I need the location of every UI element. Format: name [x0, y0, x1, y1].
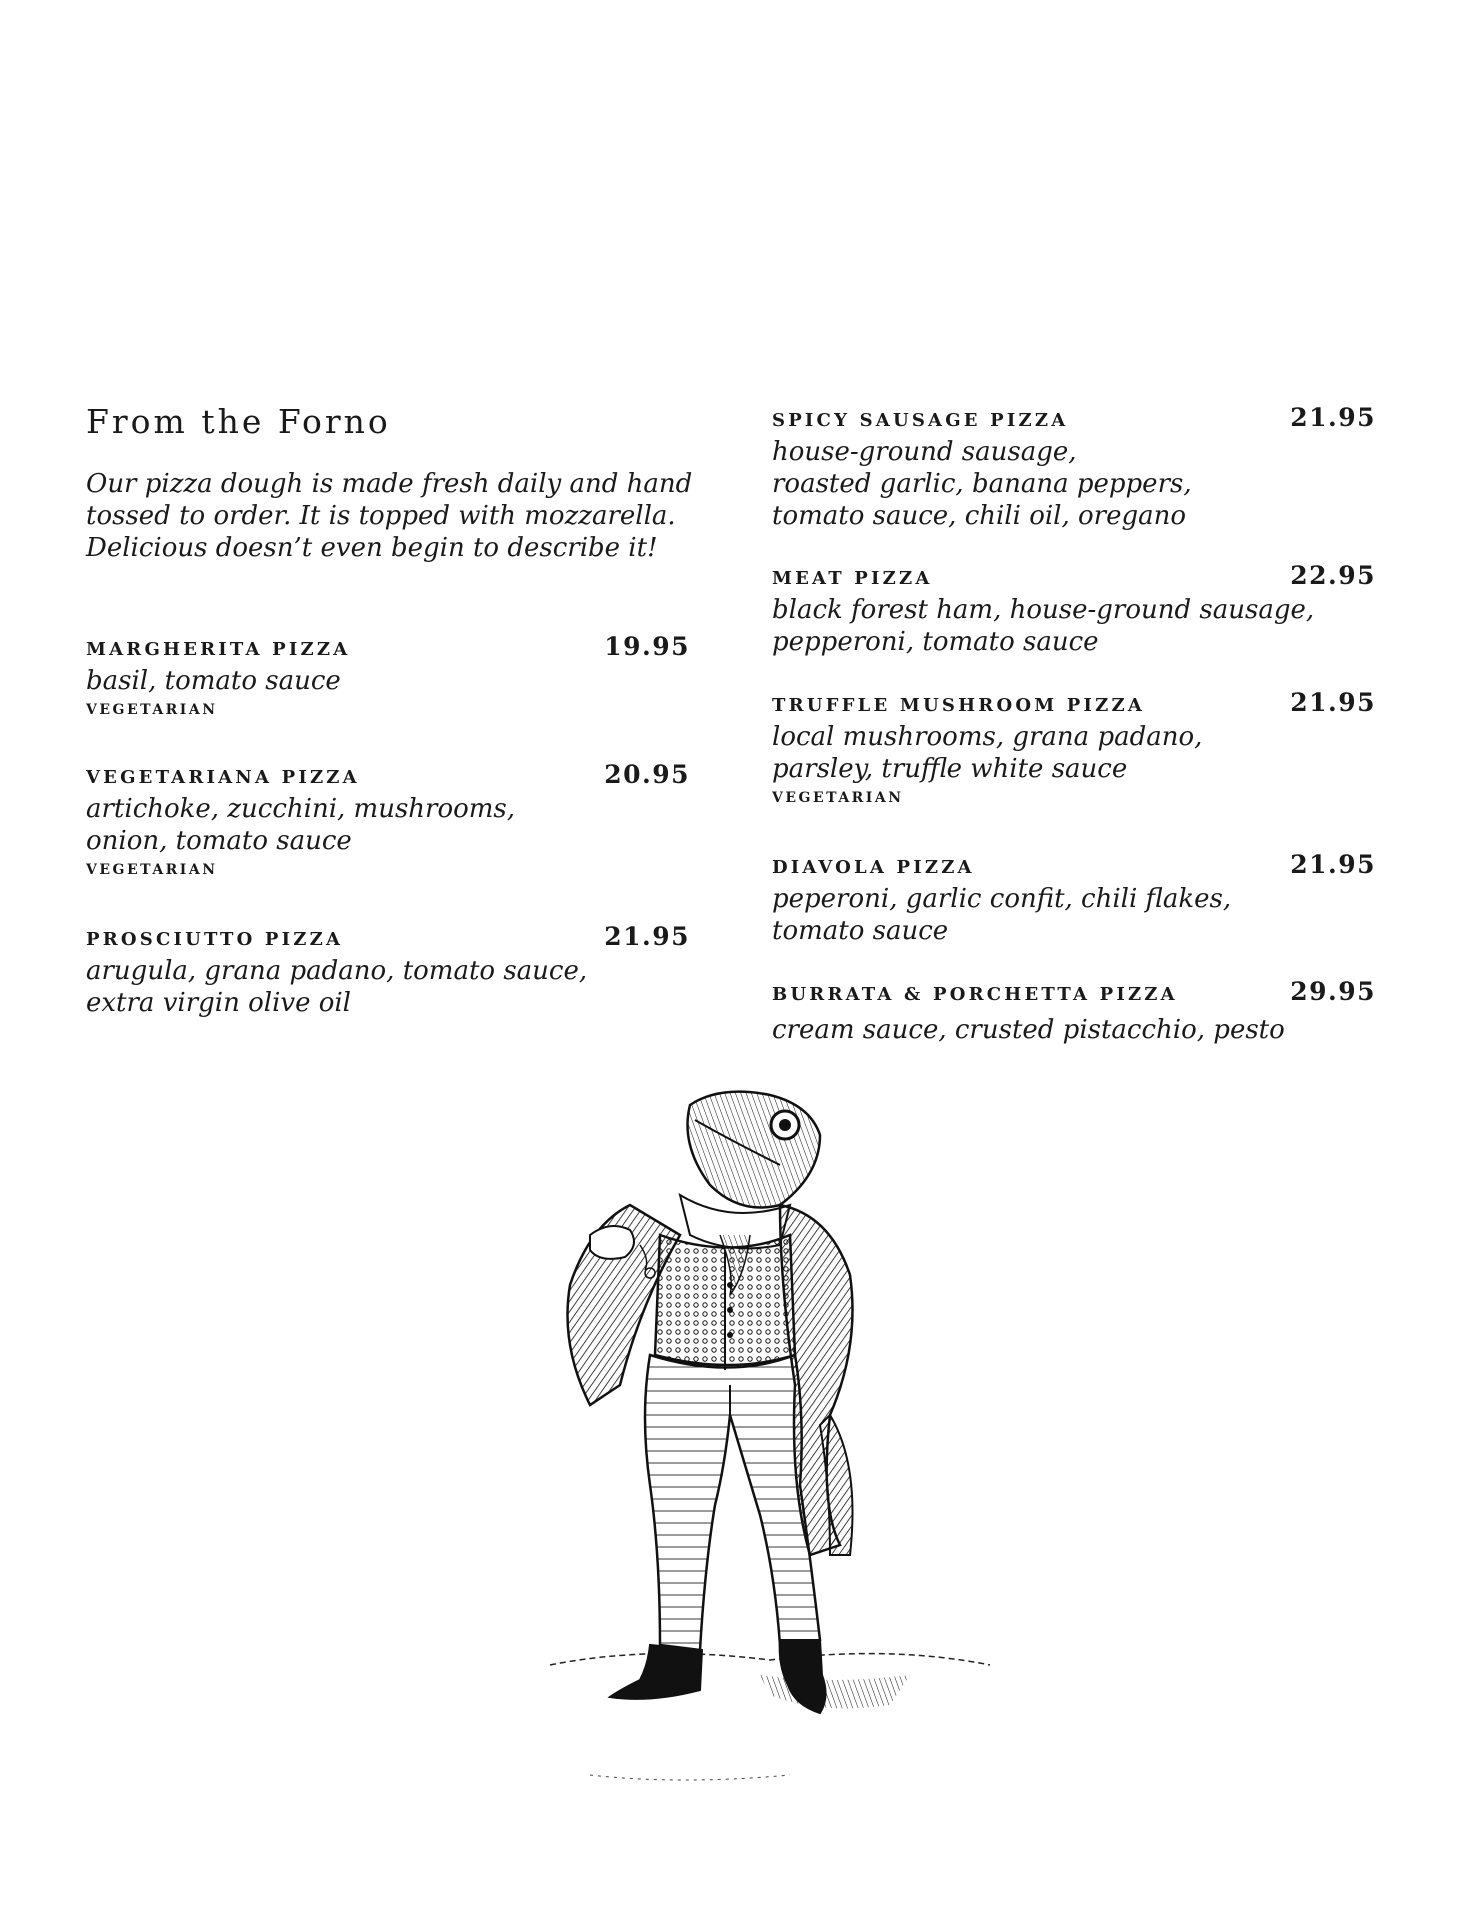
item-price: 29.95 — [1290, 977, 1376, 1006]
description-line: basil, tomato sauce — [86, 666, 341, 696]
item-description — [772, 721, 1376, 785]
intro-line: tossed to order. It is topped with mozzarella. — [86, 501, 676, 531]
dapper-frog-engraving-icon — [530, 1085, 1010, 1865]
item-name: MARGHERITA PIZZA — [86, 639, 351, 660]
item-price: 21.95 — [1290, 688, 1376, 717]
description-line: arugula, grana padano, tomato sauce, — [86, 956, 588, 986]
menu-item-margherita — [86, 632, 690, 721]
menu-item-spicy-sausage — [772, 403, 1376, 532]
item-price: 21.95 — [1290, 403, 1376, 432]
description-line: peperoni, garlic confit, chili flakes, — [772, 884, 1232, 914]
item-name: TRUFFLE MUSHROOM PIZZA — [772, 695, 1145, 716]
item-description — [86, 665, 690, 697]
item-price: 19.95 — [604, 632, 690, 661]
item-price: 21.95 — [604, 922, 690, 951]
item-description — [772, 436, 1376, 532]
item-name: BURRATA & PORCHETTA PIZZA — [772, 984, 1178, 1005]
dietary-tag: VEGETARIAN — [86, 862, 218, 878]
description-line: pepperoni, tomato sauce — [772, 627, 1099, 657]
dietary-tag: VEGETARIAN — [772, 790, 904, 806]
description-line: roasted garlic, banana peppers, — [772, 469, 1192, 499]
description-line: cream sauce, crusted pistacchio, pesto — [772, 1015, 1285, 1045]
description-line: local mushrooms, grana padano, — [772, 722, 1203, 752]
intro-line: Our pizza dough is made fresh daily and hand — [86, 469, 693, 499]
menu-item-truffle-mushroom — [772, 688, 1376, 809]
description-line: extra virgin olive oil — [86, 988, 352, 1018]
item-name: SPICY SAUSAGE PIZZA — [772, 410, 1069, 431]
description-line: tomato sauce, chili oil, oregano — [772, 501, 1187, 531]
item-price: 22.95 — [1290, 561, 1376, 590]
description-line: black forest ham, house-ground sausage, — [772, 595, 1315, 625]
item-description — [772, 1014, 1376, 1046]
section-title: From the Forno — [86, 402, 391, 441]
description-line: parsley, truffle white sauce — [772, 754, 1128, 784]
menu-item-prosciutto — [86, 922, 690, 1019]
item-name: MEAT PIZZA — [772, 568, 933, 589]
menu-item-vegetariana — [86, 760, 690, 881]
section-intro — [86, 468, 693, 564]
description-line: onion, tomato sauce — [86, 826, 352, 856]
left-column — [86, 400, 694, 1018]
description-line: house-ground sausage, — [772, 437, 1077, 467]
description-line: artichoke, zucchini, mushrooms, — [86, 794, 516, 824]
item-name: VEGETARIANA PIZZA — [86, 767, 360, 788]
menu-item-diavola — [772, 850, 1376, 947]
description-line: tomato sauce — [772, 916, 949, 946]
menu-item-burrata-porchetta — [772, 977, 1376, 1046]
dietary-tag: VEGETARIAN — [86, 702, 218, 718]
intro-line: Delicious doesn’t even begin to describe it! — [86, 533, 658, 563]
item-name: PROSCIUTTO PIZZA — [86, 929, 344, 950]
item-description — [772, 594, 1376, 658]
item-price: 21.95 — [1290, 850, 1376, 879]
item-name: DIAVOLA PIZZA — [772, 857, 975, 878]
menu-item-meat — [772, 561, 1376, 658]
item-price: 20.95 — [604, 760, 690, 789]
item-description — [772, 883, 1376, 947]
item-description — [86, 793, 690, 857]
item-description — [86, 955, 690, 1019]
